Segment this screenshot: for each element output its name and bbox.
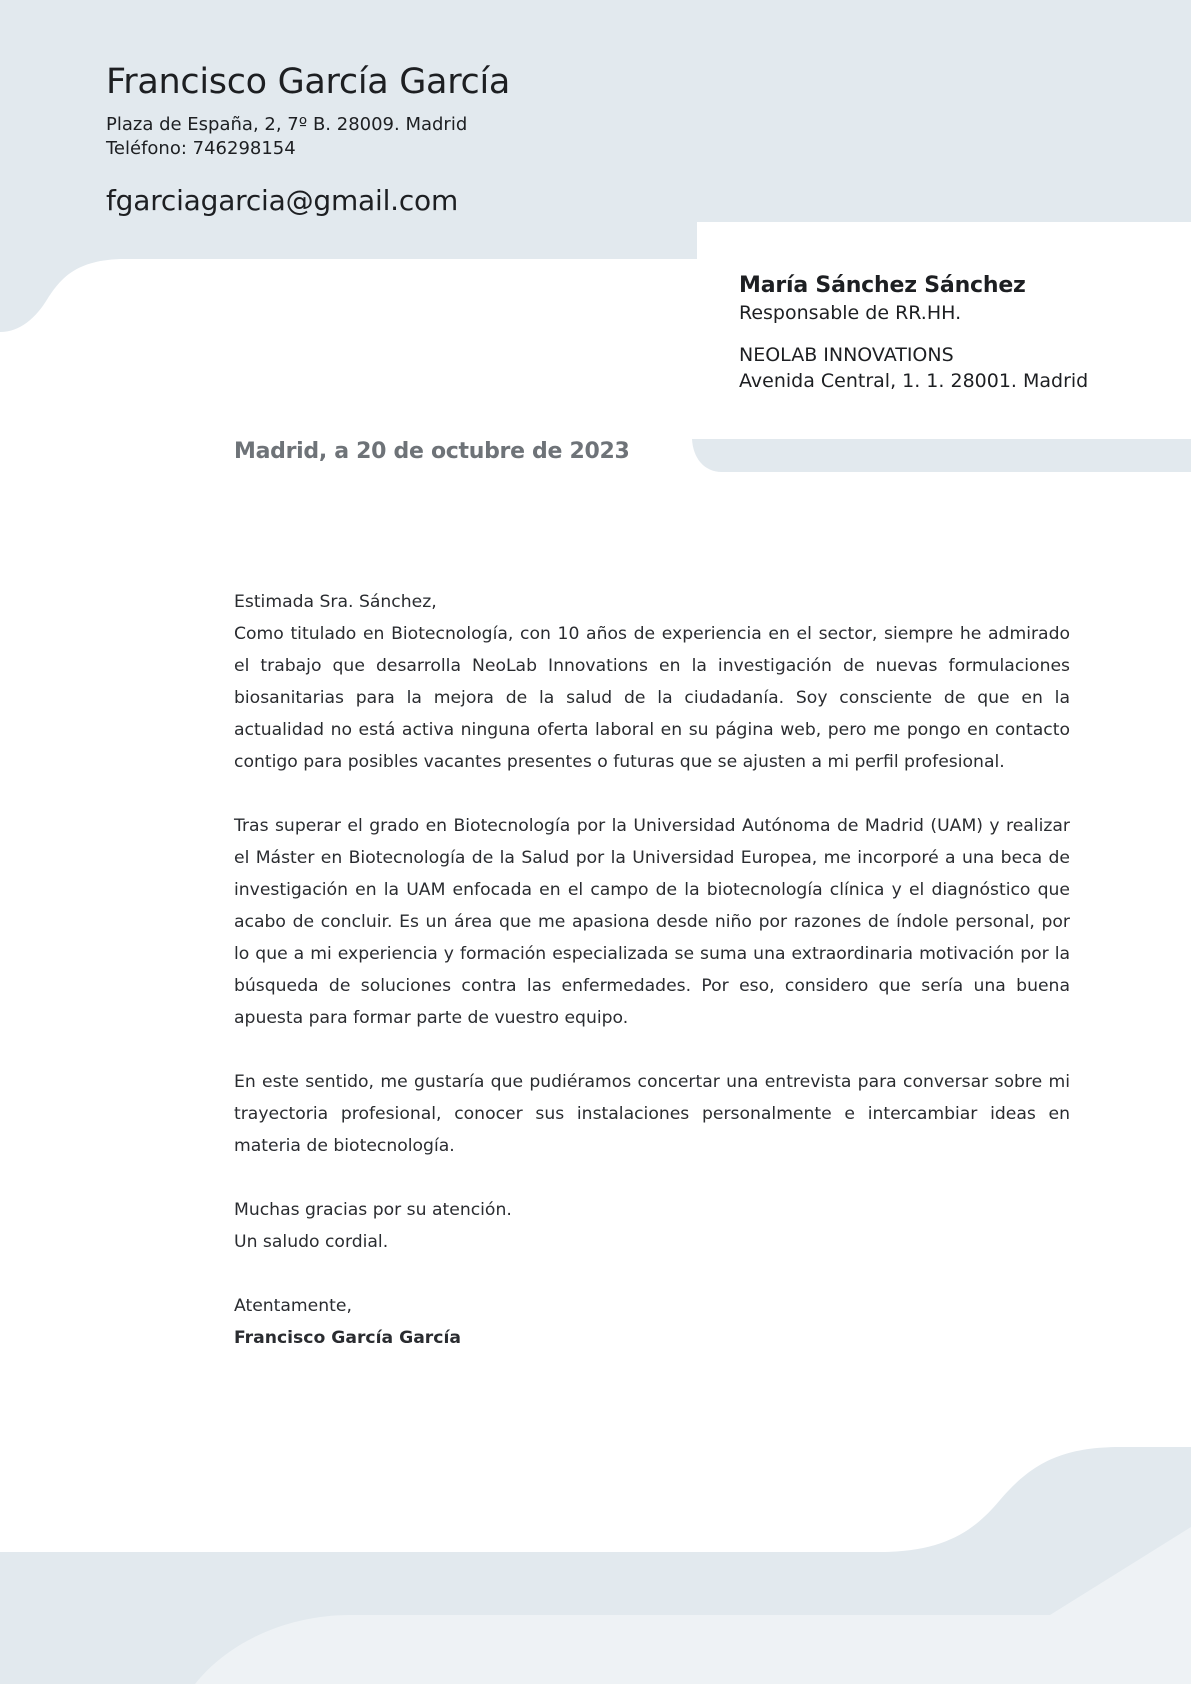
letter-date: Madrid, a 20 de octubre de 2023 — [234, 439, 630, 464]
greeting: Estimada Sra. Sánchez, — [234, 592, 437, 612]
paragraph-request: En este sentido, me gustaría que pudiéramos concertar una entrevista para conversar sobre mi trayectoria profesional, conocer sus instalaciones personalmente e intercambiar ideas en materia de biotecnología. — [234, 1072, 1070, 1156]
sender-phone: Teléfono: 746298154 — [106, 138, 296, 159]
paragraph-intro: Como titulado en Biotecnología, con 10 años de experiencia en el sector, siempre he admirado el trabajo que desarrolla NeoLab Innovations en la investigación de nuevas formulaciones biosanitarias para la mejora de la salud de la ciudadanía. Soy consciente de que en la actualidad no está activa ninguna oferta laboral en su página web, pero me pongo en contacto contigo para posibles vacantes presentes o futuras que se ajusten a mi perfil profesional. — [234, 624, 1070, 772]
closing-line: Atentamente, — [234, 1296, 352, 1316]
letter-body — [234, 586, 1070, 1354]
sender-name: Francisco García García — [106, 62, 511, 102]
sender-email: fgarciagarcia@gmail.com — [106, 184, 459, 217]
recipient-block — [739, 272, 1159, 394]
thanks-line: Muchas gracias por su atención. — [234, 1200, 512, 1220]
sender-address: Plaza de España, 2, 7º B. 28009. Madrid — [106, 114, 468, 135]
recipient-company: NEOLAB INNOVATIONS — [739, 344, 954, 366]
signature-name: Francisco García García — [234, 1328, 461, 1348]
recipient-address: Avenida Central, 1. 1. 28001. Madrid — [739, 370, 1089, 392]
regards-line: Un saludo cordial. — [234, 1232, 389, 1252]
recipient-name: María Sánchez Sánchez — [739, 273, 1026, 298]
recipient-role: Responsable de RR.HH. — [739, 302, 962, 324]
date-strip-shape — [692, 439, 1191, 472]
paragraph-background: Tras superar el grado en Biotecnología por la Universidad Autónoma de Madrid (UAM) y realizar el Máster en Biotecnología de la Salud por la Universidad Europea, me incorporé a una beca de investigación en la UAM enfocada en el campo de la biotecnología clínica y el diagnóstico que acabo de concluir. Es un área que me apasiona desde niño por razones de índole personal, por lo que a mi experiencia y formación especializada se suma una extraordinaria motivación por la búsqueda de soluciones contra las enfermedades. Por eso, considero que sería una buena apuesta para formar parte de vuestro equipo. — [234, 816, 1070, 1028]
